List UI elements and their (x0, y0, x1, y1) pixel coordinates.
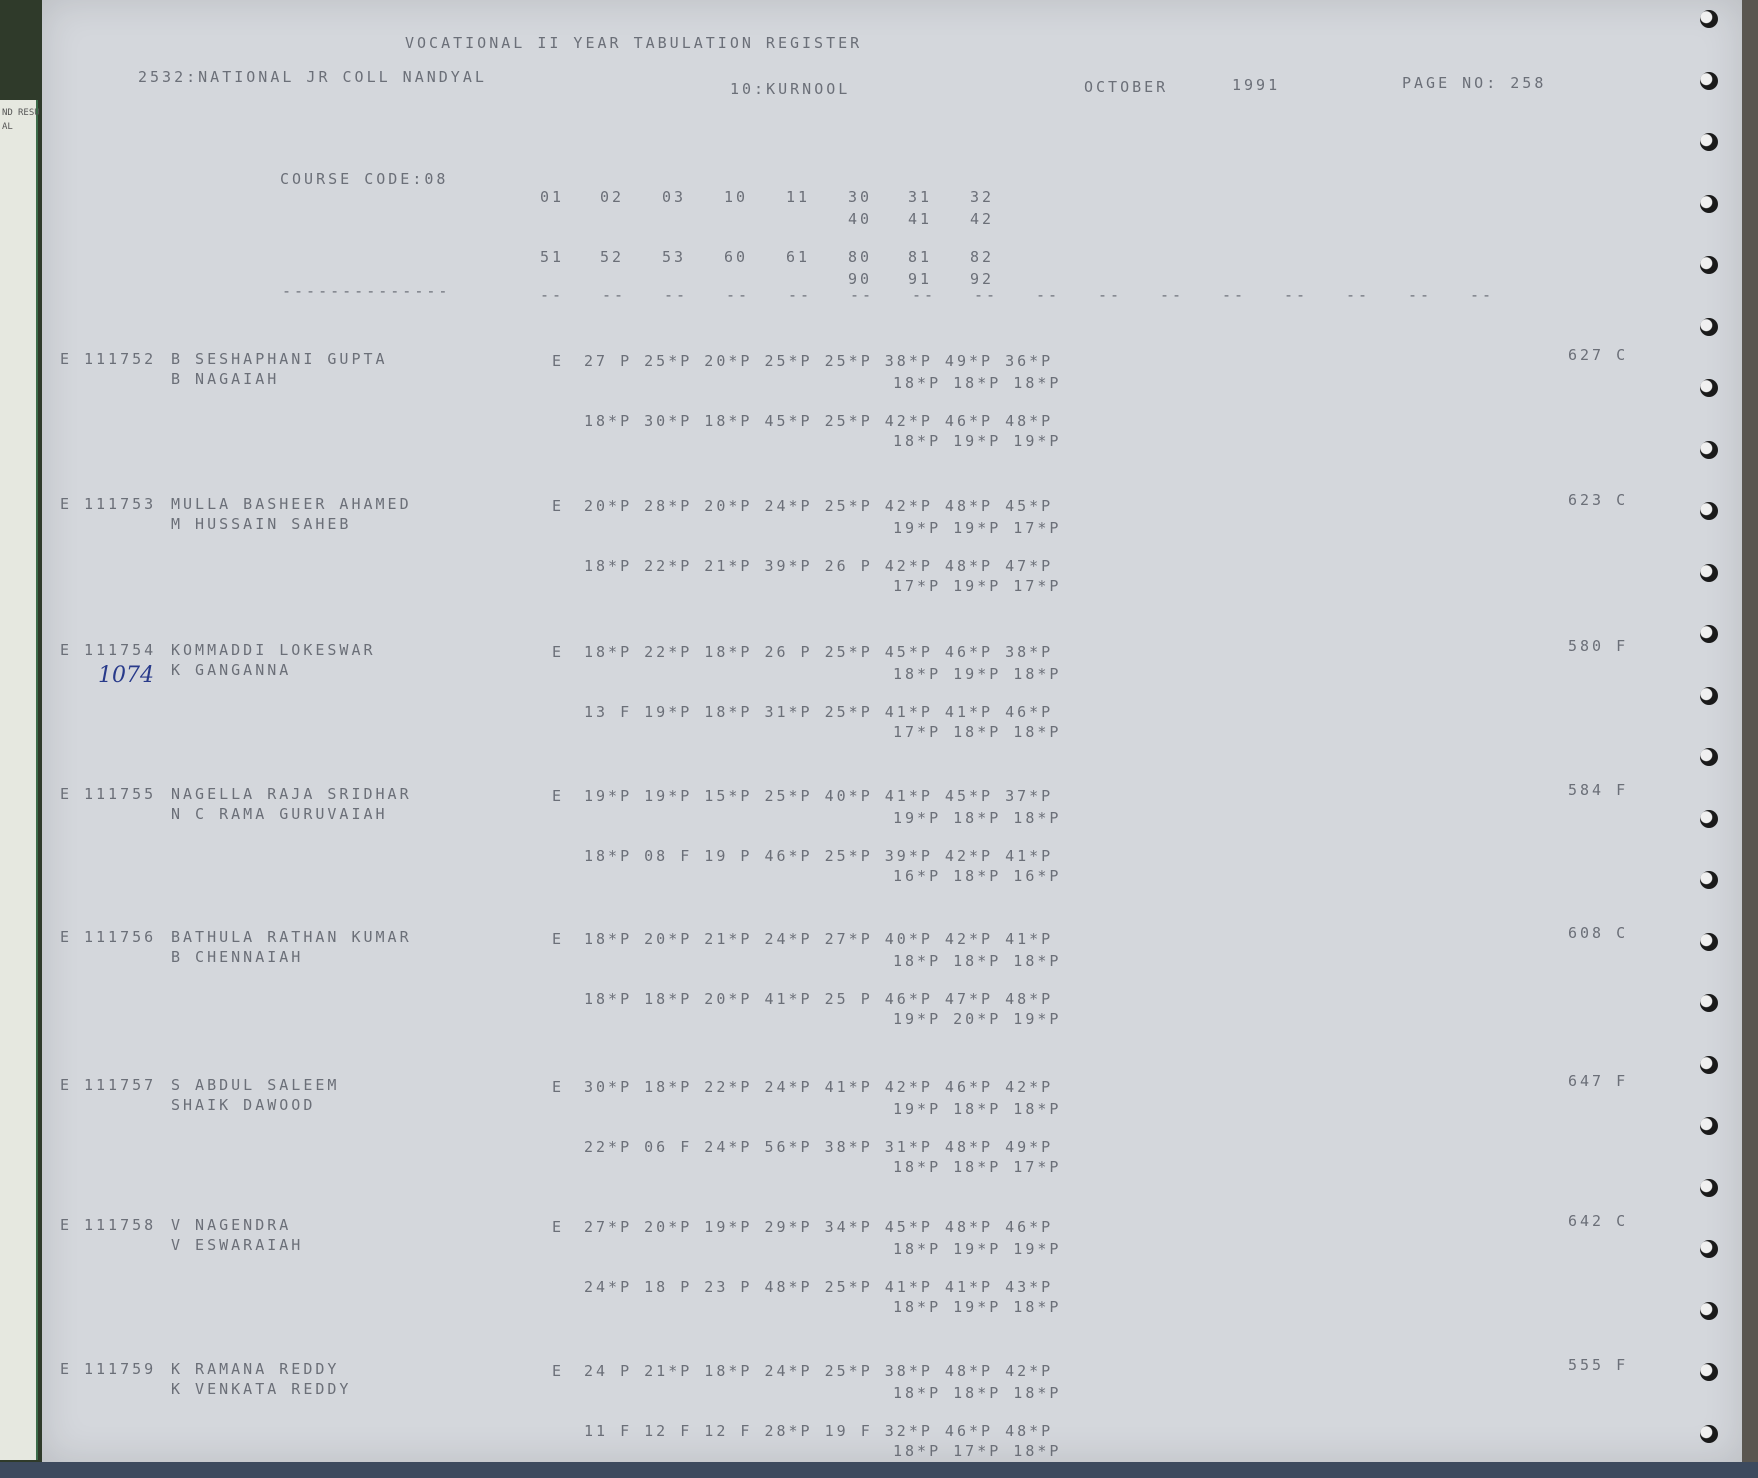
record-flag: E (60, 785, 73, 803)
binder-hole (1700, 564, 1718, 582)
subject-code: 10 (724, 188, 749, 206)
marks-row-2b: 17*P 19*P 17*P (893, 577, 1062, 595)
marks-row-1: 30*P 18*P 22*P 24*P 41*P 42*P 46*P 42*P (584, 1078, 1054, 1096)
subject-code: 82 (970, 248, 995, 266)
medium-code: E (552, 1218, 565, 1236)
header-underline: -------------- (282, 282, 451, 300)
desk-strip (0, 1462, 1758, 1478)
marks-row-1b: 18*P 18*P 18*P (893, 374, 1062, 392)
record-flag: E (60, 1216, 73, 1234)
binder-hole (1700, 1056, 1718, 1074)
marks-row-1b: 18*P 19*P 19*P (893, 1240, 1062, 1258)
marks-row-2: 22*P 06 F 24*P 56*P 38*P 31*P 48*P 49*P (584, 1138, 1054, 1156)
marks-row-2: 18*P 18*P 20*P 41*P 25 P 46*P 47*P 48*P (584, 990, 1054, 1008)
roll-number: 111754 (84, 641, 157, 659)
binder-hole (1700, 72, 1718, 90)
marks-row-2b: 18*P 17*P 18*P (893, 1442, 1062, 1460)
course-code: COURSE CODE:08 (280, 170, 449, 188)
binder-hole (1700, 994, 1718, 1012)
side-tab (0, 100, 38, 1460)
marks-row-2b: 18*P 19*P 18*P (893, 1298, 1062, 1316)
binder-hole (1700, 810, 1718, 828)
student-name: V NAGENDRA (171, 1216, 292, 1234)
student-name: K RAMANA REDDY (171, 1360, 340, 1378)
father-name: K GANGANNA (171, 661, 292, 679)
roll-number: 111756 (84, 928, 157, 946)
subject-code: 61 (786, 248, 811, 266)
medium-code: E (552, 352, 565, 370)
marks-row-2b: 18*P 18*P 17*P (893, 1158, 1062, 1176)
binder-hole (1700, 748, 1718, 766)
district: 10:KURNOOL (730, 80, 851, 98)
medium-code: E (552, 930, 565, 948)
father-name: SHAIK DAWOOD (171, 1096, 316, 1114)
marks-row-2: 18*P 30*P 18*P 45*P 25*P 42*P 46*P 48*P (584, 412, 1054, 430)
column-dash: -- (912, 286, 937, 304)
total-result: 555 F (1568, 1356, 1629, 1374)
handwritten-note: 1074 (98, 663, 154, 688)
record-flag: E (60, 1076, 73, 1094)
binder-hole (1700, 1302, 1718, 1320)
roll-number: 111752 (84, 350, 157, 368)
roll-number: 111753 (84, 495, 157, 513)
column-dash: -- (726, 286, 751, 304)
binder-hole (1700, 10, 1718, 28)
marks-row-1b: 19*P 18*P 18*P (893, 809, 1062, 827)
column-dash: -- (1098, 286, 1123, 304)
subject-code: 32 (970, 188, 995, 206)
column-dash: -- (788, 286, 813, 304)
column-dash: -- (850, 286, 875, 304)
roll-number: 111758 (84, 1216, 157, 1234)
marks-row-1: 19*P 19*P 15*P 25*P 40*P 41*P 45*P 37*P (584, 787, 1054, 805)
medium-code: E (552, 1362, 565, 1380)
column-dash: -- (1408, 286, 1433, 304)
binder-hole (1700, 379, 1718, 397)
binder-hole (1700, 133, 1718, 151)
side-tab-text: ND (2, 108, 13, 118)
binder-hole (1700, 1425, 1718, 1443)
marks-row-2b: 17*P 18*P 18*P (893, 723, 1062, 741)
father-name: M HUSSAIN SAHEB (171, 515, 352, 533)
subject-code: 81 (908, 248, 933, 266)
subject-code: 92 (970, 270, 995, 288)
marks-row-2b: 16*P 18*P 16*P (893, 867, 1062, 885)
column-dash: -- (974, 286, 999, 304)
column-dash: -- (1036, 286, 1061, 304)
student-name: B SESHAPHANI GUPTA (171, 350, 388, 368)
marks-row-1b: 19*P 19*P 17*P (893, 519, 1062, 537)
medium-code: E (552, 643, 565, 661)
register-title: VOCATIONAL II YEAR TABULATION REGISTER (405, 34, 863, 52)
roll-number: 111757 (84, 1076, 157, 1094)
subject-code: 91 (908, 270, 933, 288)
father-name: N C RAMA GURUVAIAH (171, 805, 388, 823)
marks-row-1: 27 P 25*P 20*P 25*P 25*P 38*P 49*P 36*P (584, 352, 1054, 370)
side-tab-text: AL (2, 122, 13, 132)
subject-code: 40 (848, 210, 873, 228)
binder-hole (1700, 256, 1718, 274)
record-flag: E (60, 495, 73, 513)
exam-month: OCTOBER (1084, 78, 1169, 96)
marks-row-2b: 18*P 19*P 19*P (893, 432, 1062, 450)
side-tab-text: RESU (18, 108, 40, 118)
student-name: KOMMADDI LOKESWAR (171, 641, 376, 659)
marks-row-1b: 18*P 18*P 18*P (893, 952, 1062, 970)
marks-row-1: 27*P 20*P 19*P 29*P 34*P 45*P 48*P 46*P (584, 1218, 1054, 1236)
binder-hole (1700, 625, 1718, 643)
binder-hole (1700, 1240, 1718, 1258)
record-flag: E (60, 350, 73, 368)
marks-row-2b: 19*P 20*P 19*P (893, 1010, 1062, 1028)
college-name: 2532:NATIONAL JR COLL NANDYAL (138, 68, 487, 86)
father-name: K VENKATA REDDY (171, 1380, 352, 1398)
subject-code: 30 (848, 188, 873, 206)
binder-hole (1700, 933, 1718, 951)
binder-hole (1700, 441, 1718, 459)
register-page (42, 0, 1742, 1462)
marks-row-1: 20*P 28*P 20*P 24*P 25*P 42*P 48*P 45*P (584, 497, 1054, 515)
binder-hole (1700, 502, 1718, 520)
marks-row-1: 18*P 20*P 21*P 24*P 27*P 40*P 42*P 41*P (584, 930, 1054, 948)
father-name: B CHENNAIAH (171, 948, 304, 966)
marks-row-2: 18*P 22*P 21*P 39*P 26 P 42*P 48*P 47*P (584, 557, 1054, 575)
medium-code: E (552, 1078, 565, 1096)
roll-number: 111755 (84, 785, 157, 803)
total-result: 647 F (1568, 1072, 1629, 1090)
total-result: 608 C (1568, 924, 1629, 942)
record-flag: E (60, 641, 73, 659)
subject-code: 11 (786, 188, 811, 206)
subject-code: 41 (908, 210, 933, 228)
marks-row-1b: 18*P 18*P 18*P (893, 1384, 1062, 1402)
subject-code: 90 (848, 270, 873, 288)
marks-row-1: 18*P 22*P 18*P 26 P 25*P 45*P 46*P 38*P (584, 643, 1054, 661)
student-name: S ABDUL SALEEM (171, 1076, 340, 1094)
binder-hole (1700, 318, 1718, 336)
binder-hole (1700, 1179, 1718, 1197)
student-name: BATHULA RATHAN KUMAR (171, 928, 412, 946)
marks-row-1b: 19*P 18*P 18*P (893, 1100, 1062, 1118)
column-dash: -- (540, 286, 565, 304)
column-dash: -- (1222, 286, 1247, 304)
subject-code: 53 (662, 248, 687, 266)
marks-row-2: 11 F 12 F 12 F 28*P 19 F 32*P 46*P 48*P (584, 1422, 1054, 1440)
total-result: 627 C (1568, 346, 1629, 364)
subject-code: 03 (662, 188, 687, 206)
father-name: B NAGAIAH (171, 370, 280, 388)
subject-code: 42 (970, 210, 995, 228)
total-result: 623 C (1568, 491, 1629, 509)
medium-code: E (552, 497, 565, 515)
subject-code: 02 (600, 188, 625, 206)
column-dash: -- (1470, 286, 1495, 304)
marks-row-1: 24 P 21*P 18*P 24*P 25*P 38*P 48*P 42*P (584, 1362, 1054, 1380)
column-dash: -- (1346, 286, 1371, 304)
marks-row-2: 13 F 19*P 18*P 31*P 25*P 41*P 41*P 46*P (584, 703, 1054, 721)
student-name: MULLA BASHEER AHAMED (171, 495, 412, 513)
record-flag: E (60, 1360, 73, 1378)
subject-code: 60 (724, 248, 749, 266)
page-number: PAGE NO: 258 (1402, 74, 1547, 92)
subject-code: 52 (600, 248, 625, 266)
subject-code: 80 (848, 248, 873, 266)
total-result: 580 F (1568, 637, 1629, 655)
marks-row-1b: 18*P 19*P 18*P (893, 665, 1062, 683)
column-dash: -- (1160, 286, 1185, 304)
marks-row-2: 24*P 18 P 23 P 48*P 25*P 41*P 41*P 43*P (584, 1278, 1054, 1296)
binder-hole (1700, 1363, 1718, 1381)
binder-hole (1700, 687, 1718, 705)
column-dash: -- (1284, 286, 1309, 304)
binder-hole (1700, 195, 1718, 213)
total-result: 642 C (1568, 1212, 1629, 1230)
student-name: NAGELLA RAJA SRIDHAR (171, 785, 412, 803)
column-dash: -- (664, 286, 689, 304)
subject-code: 51 (540, 248, 565, 266)
record-flag: E (60, 928, 73, 946)
column-dash: -- (602, 286, 627, 304)
subject-code: 01 (540, 188, 565, 206)
subject-code: 31 (908, 188, 933, 206)
binder-hole (1700, 871, 1718, 889)
father-name: V ESWARAIAH (171, 1236, 304, 1254)
exam-year: 1991 (1232, 76, 1281, 94)
total-result: 584 F (1568, 781, 1629, 799)
marks-row-2: 18*P 08 F 19 P 46*P 25*P 39*P 42*P 41*P (584, 847, 1054, 865)
binder-hole (1700, 1117, 1718, 1135)
roll-number: 111759 (84, 1360, 157, 1378)
medium-code: E (552, 787, 565, 805)
